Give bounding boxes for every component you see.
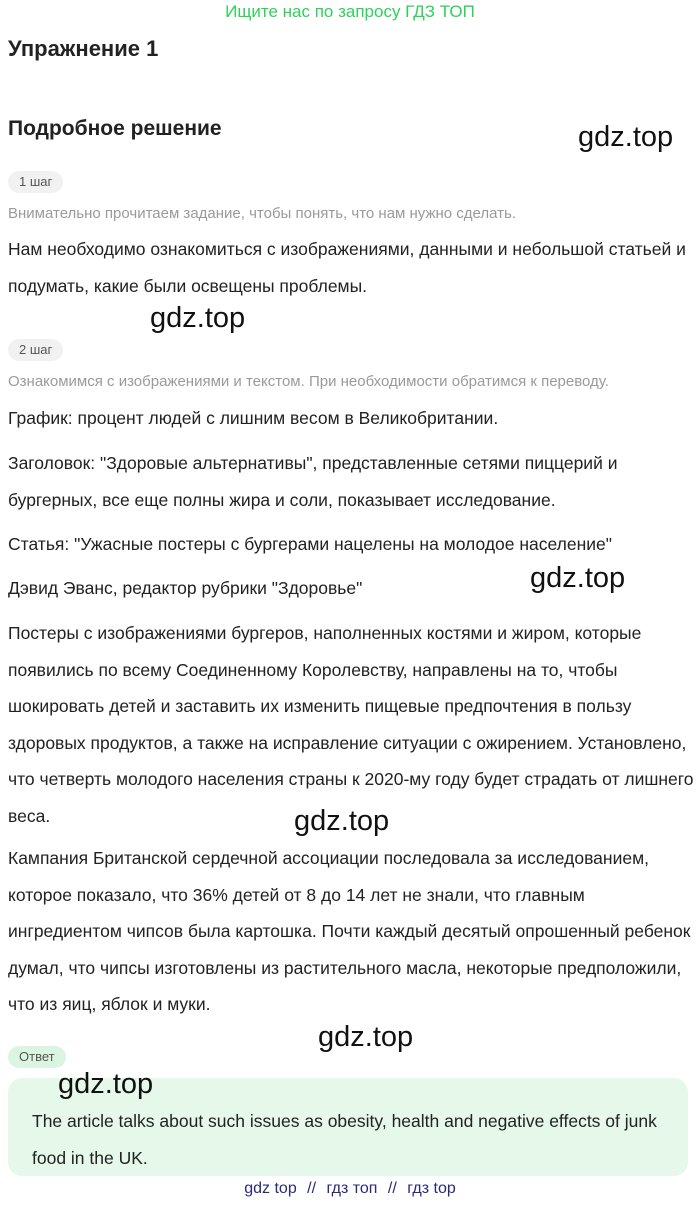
- footer-separator: //: [387, 1180, 397, 1197]
- step-paragraph: График: процент людей с лишним весом в Великобритании.: [8, 408, 499, 428]
- footer-link[interactable]: gdz top: [244, 1180, 297, 1197]
- step-badge: 2 шаг: [8, 339, 63, 361]
- watermark: gdz.top: [578, 121, 674, 153]
- watermark: gdz.top: [530, 562, 626, 594]
- footer-separator: //: [307, 1180, 317, 1197]
- watermark: gdz.top: [294, 805, 390, 837]
- answer-badge: Ответ: [8, 1046, 66, 1068]
- answer-text: The article talks about such issues as obesity, health and negative effects of junk food in the UK.: [32, 1111, 657, 1168]
- section-title: Подробное решение: [8, 117, 222, 140]
- watermark: gdz.top: [318, 1021, 414, 1053]
- step-paragraph: Заголовок: "Здоровые альтернативы", представленные сетями пиццерий и бургерных, все еще полны жира и соли, показывает исследование.: [8, 453, 618, 510]
- step-badge: 1 шаг: [8, 171, 63, 193]
- footer: [0, 1180, 700, 1198]
- footer-link[interactable]: гдз top: [407, 1180, 456, 1197]
- top-banner: Ищите нас по запросу ГДЗ ТОП: [225, 2, 475, 21]
- step-hint: Внимательно прочитаем задание, чтобы понять, что нам нужно сделать.: [8, 205, 517, 222]
- step-hint: Ознакомимся с изображениями и текстом. При необходимости обратимся к переводу.: [8, 373, 609, 390]
- page-title: Упражнение 1: [8, 36, 159, 61]
- footer-link[interactable]: гдз топ: [326, 1180, 378, 1197]
- step-paragraph: Дэвид Эванс, редактор рубрики "Здоровье": [8, 578, 363, 598]
- step-paragraph: Статья: "Ужасные постеры с бургерами нацелены на молодое население": [8, 534, 612, 554]
- watermark: gdz.top: [58, 1068, 154, 1100]
- step-paragraph: Кампания Британской сердечной ассоциации последовала за исследованием, которое показало, что 36% детей от 8 до 14 лет не знали, что главным ингредиентом чипсов была картошка. Почти каждый десятый опрошенный ребенок думал, что чипсы изготовлены из растительного масла, некоторые предположили, что из яиц, яблок и муки.: [8, 848, 691, 1014]
- watermark: gdz.top: [150, 302, 246, 334]
- step-paragraph: Постеры с изображениями бургеров, наполненных костями и жиром, которые появились по всему Соединенному Королевству, направлены на то, чтобы шокировать детей и заставить их изменить пищевые предпочтения в пользу здоровых продуктов, а также на исправление ситуации с ожирением. Установлено, что четверть молодого населения страны к 2020-му году будет страдать от лишнего веса.: [8, 623, 694, 826]
- step-paragraph: Нам необходимо ознакомиться с изображениями, данными и небольшой статьей и подумать, какие были освещены проблемы.: [8, 239, 686, 296]
